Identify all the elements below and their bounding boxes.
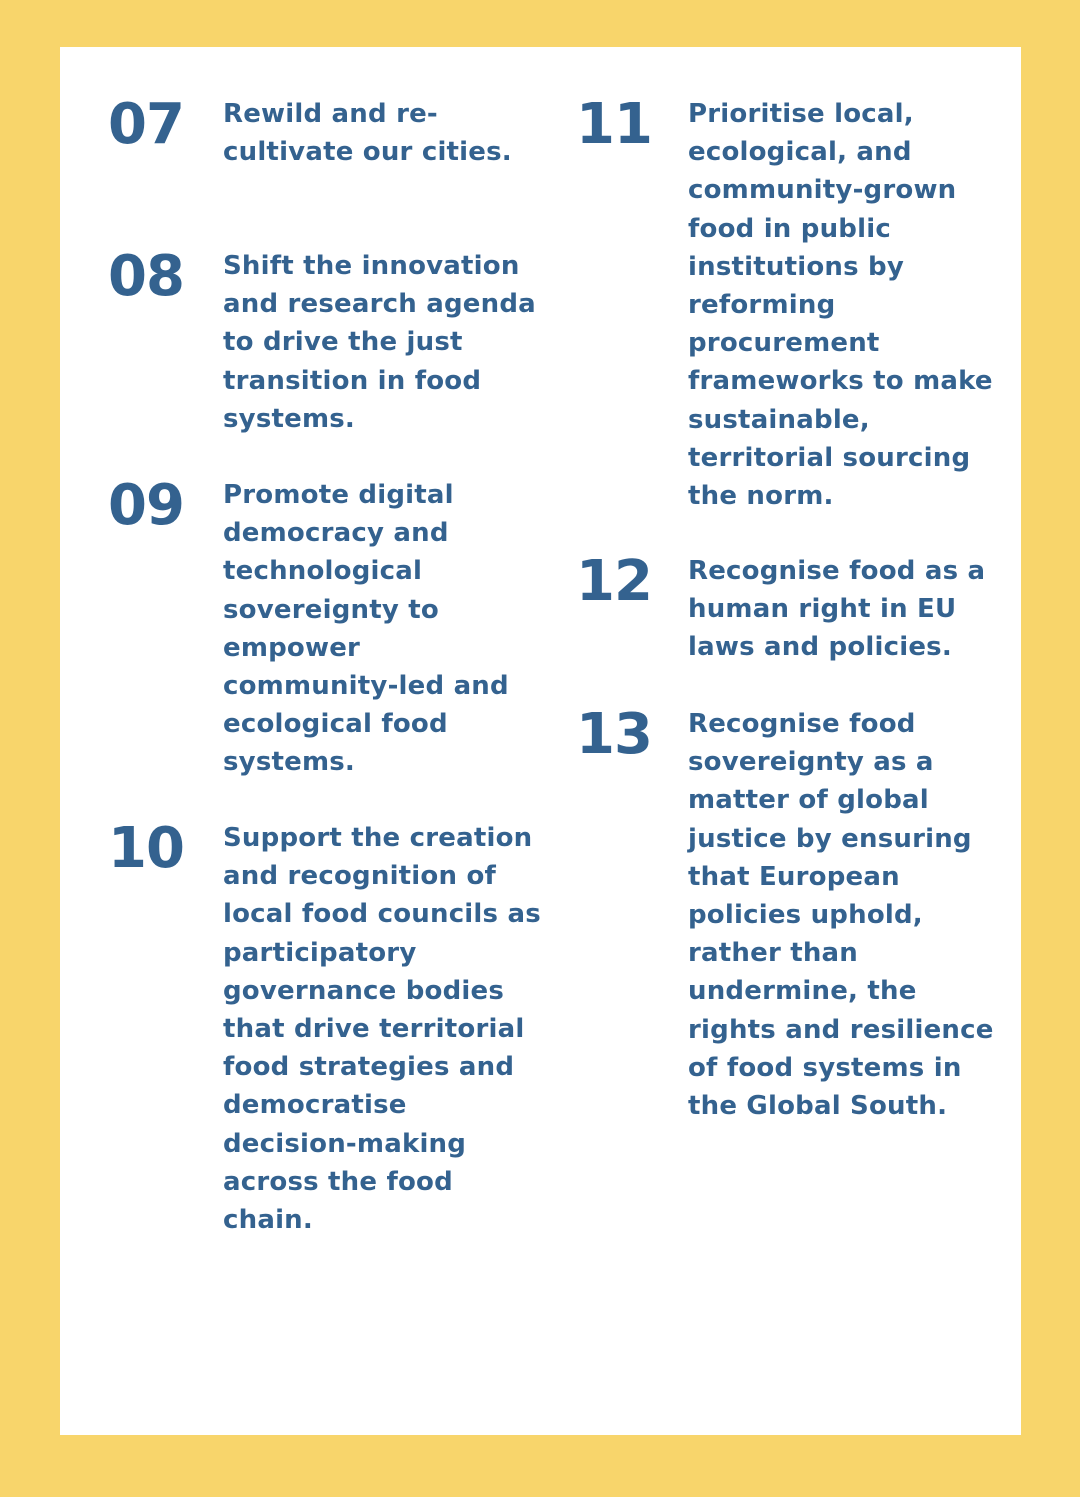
item-number: 08 bbox=[108, 244, 184, 309]
item-text: Rewild and re- cultivate our cities. bbox=[223, 99, 512, 168]
item-number: 12 bbox=[576, 549, 652, 614]
item-number: 13 bbox=[576, 702, 652, 767]
item-number: 07 bbox=[108, 92, 184, 157]
item-text: Recognise food sovereignty as a matter of global justice by ensuring that European policies uphold, rather than undermine, the rights and resilience of food systems in the Global South. bbox=[688, 709, 994, 1122]
item-number: 11 bbox=[576, 92, 652, 157]
item-number: 10 bbox=[108, 816, 184, 881]
item-text: Prioritise local, ecological, and community-grown food in public institutions by reforming procurement frameworks to make sustainable, territorial sourcing the norm. bbox=[688, 99, 993, 512]
item-text: Support the creation and recognition of local food councils as participatory governance bodies that drive territorial food strategies and democratise decision-making across the food chain. bbox=[223, 823, 541, 1236]
content-card bbox=[60, 47, 1021, 1435]
item-text: Shift the innovation and research agenda to drive the just transition in food systems. bbox=[223, 251, 536, 434]
item-number: 09 bbox=[108, 473, 184, 538]
item-text: Recognise food as a human right in EU laws and policies. bbox=[688, 556, 986, 663]
item-text: Promote digital democracy and technological sovereignty to empower community-led and ecological food systems. bbox=[223, 480, 509, 778]
